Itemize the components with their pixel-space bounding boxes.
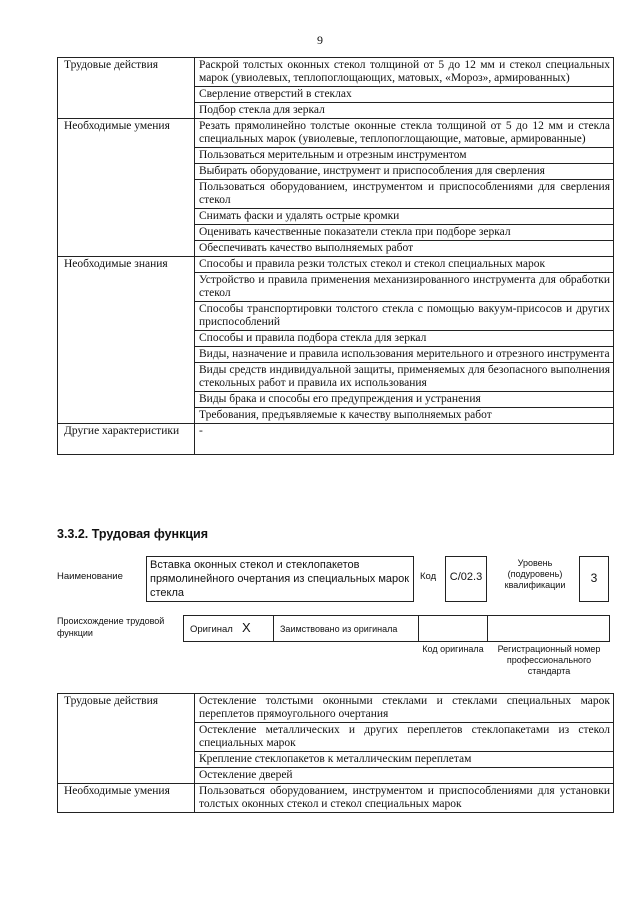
- table-cell: Способы транспортировки толстого стекла с помощью вакуум-присосов и других приспособлений: [195, 302, 614, 331]
- name-label: Наименование: [57, 571, 123, 582]
- table-cell: Сверление отверстий в стеклах: [195, 87, 614, 103]
- table-cell: Виды средств индивидуальной защиты, применяемых для безопасного выполнения стекольных работ и правила их использования: [195, 363, 614, 392]
- level-label: Уровень (подуровень) квалификации: [504, 558, 566, 590]
- code-original-cell: [418, 615, 488, 642]
- table-cell: -: [195, 424, 614, 455]
- category-required-skills: Необходимые умения: [58, 784, 195, 813]
- table-cell: Устройство и правила применения механизированного инструмента для обработки стекол: [195, 273, 614, 302]
- table-cell: Требования, предъявляемые к качеству выполняемых работ: [195, 408, 614, 424]
- table-cell: Способы и правила подбора стекла для зеркал: [195, 331, 614, 347]
- category-required-skills: Необходимые умения: [58, 119, 195, 257]
- table-cell: Виды брака и способы его предупреждения и устранения: [195, 392, 614, 408]
- table-cell: Обеспечивать качество выполняемых работ: [195, 241, 614, 257]
- level-value-box: 3: [579, 556, 609, 602]
- borrowed-label: Заимствовано из оригинала: [280, 624, 398, 634]
- table-cell: Виды, назначение и правила использования мерительного и отрезного инструмента: [195, 347, 614, 363]
- reg-number-caption: Регистрационный номер профессионального стандарта: [497, 644, 601, 676]
- original-label: Оригинал: [190, 624, 233, 635]
- table-row: [58, 784, 614, 813]
- code-value-box: C/02.3: [445, 556, 487, 602]
- table-cell: Пользоваться мерительным и отрезным инструментом: [195, 148, 614, 164]
- table-cell: Пользоваться оборудованием, инструментом и приспособлениями для сверления стекол: [195, 180, 614, 209]
- table-cell: Крепление стеклопакетов к металлическим переплетам: [195, 752, 614, 768]
- table-cell: Способы и правила резки толстых стекол и стекол специальных марок: [195, 257, 614, 273]
- table-row: [58, 58, 614, 87]
- category-labor-actions: Трудовые действия: [58, 58, 195, 119]
- table-cell: Снимать фаски и удалять острые кромки: [195, 209, 614, 225]
- table-cell: Оценивать качественные показатели стекла при подборе зеркал: [195, 225, 614, 241]
- table-row: [58, 119, 614, 148]
- table-cell: Подбор стекла для зеркал: [195, 103, 614, 119]
- function-name-box: Вставка оконных стекол и стеклопакетов прямолинейного очертания из специальных марок стекла: [146, 556, 414, 602]
- section-title: 3.3.2. Трудовая функция: [57, 527, 209, 541]
- page-number: 9: [317, 33, 323, 47]
- competency-table-3-3-1: [57, 57, 614, 455]
- category-labor-actions: Трудовые действия: [58, 694, 195, 784]
- table-cell: Остекление дверей: [195, 768, 614, 784]
- table-cell: Остекление металлических и других переплетов стеклопакетами из стекол специальных марок: [195, 723, 614, 752]
- code-label: Код: [420, 571, 437, 582]
- original-mark: X: [242, 620, 251, 635]
- origin-label: Происхождение трудовой функции: [57, 616, 165, 638]
- table-cell: Выбирать оборудование, инструмент и приспособления для сверления: [195, 164, 614, 180]
- table-row: [58, 257, 614, 273]
- table-cell: Остекление толстыми оконными стеклами и стеклами специальных марок переплетов прямоугольного очертания: [195, 694, 614, 723]
- competency-table-3-3-2: [57, 693, 614, 813]
- code-original-caption: Код оригинала: [422, 644, 484, 654]
- table-cell: Раскрой толстых оконных стекол толщиной от 5 до 12 мм и стекол специальных марок (увиолевых, теплопоглощающих, матовых, «Мороз», армированных): [195, 58, 614, 87]
- category-other-characteristics: Другие характеристики: [58, 424, 195, 455]
- category-required-knowledge: Необходимые знания: [58, 257, 195, 424]
- table-cell: Пользоваться оборудованием, инструментом и приспособлениями для установки толстых оконных стекол и стекол специальных марок: [195, 784, 614, 813]
- table-cell: Резать прямолинейно толстые оконные стекла толщиной от 5 до 12 мм и стекла специальных марок (увиолевые, теплопоглощающие, матовые, армированные): [195, 119, 614, 148]
- table-row: [58, 694, 614, 723]
- table-row: [58, 424, 614, 455]
